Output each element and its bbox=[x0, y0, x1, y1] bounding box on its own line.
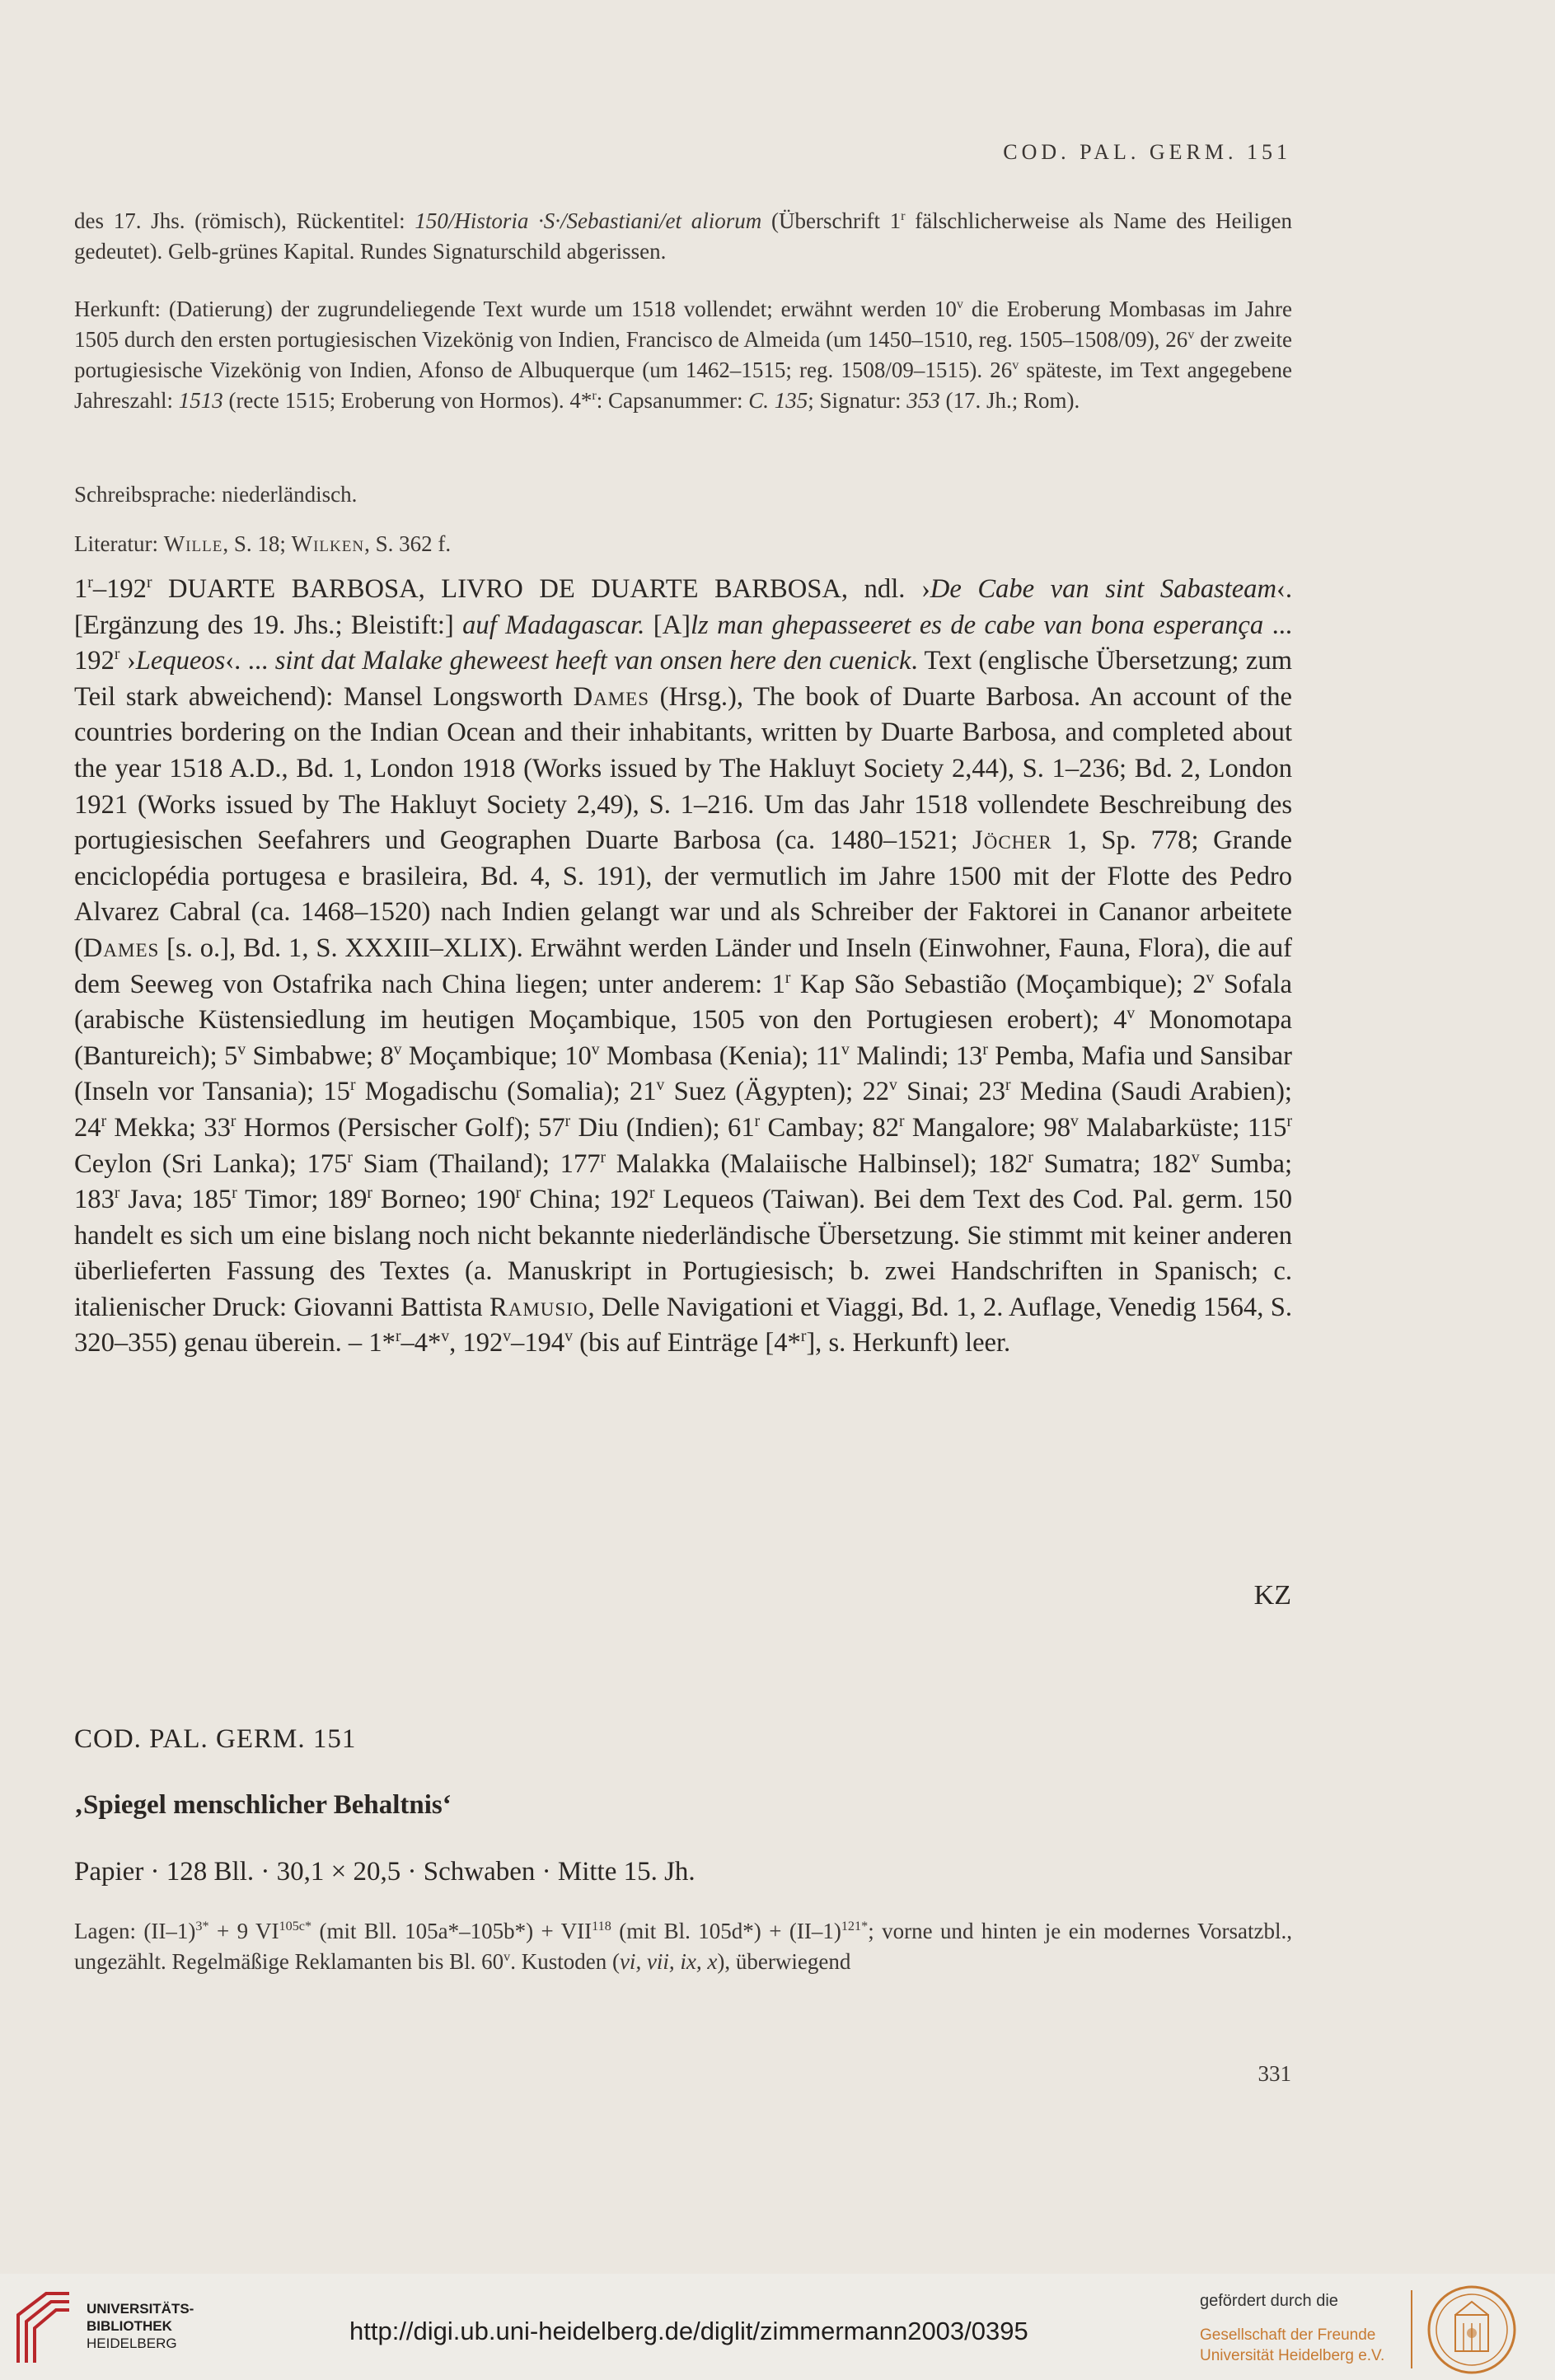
running-header: COD. PAL. GERM. 151 bbox=[1003, 140, 1291, 164]
footer-bar bbox=[0, 2274, 1555, 2380]
author-initials: KZ bbox=[1253, 1580, 1291, 1611]
section-heading: COD. PAL. GERM. 151 bbox=[74, 1724, 357, 1754]
funded-by-label: gefördert durch die bbox=[1200, 2292, 1338, 2310]
work-title: ‚Spiegel menschlicher Behaltnis‘ bbox=[74, 1790, 452, 1820]
footer-divider bbox=[1411, 2290, 1412, 2368]
university-library-logo-icon[interactable] bbox=[13, 2290, 74, 2364]
literature-line: Literatur: Wille, S. 18; Wilken, S. 362 f. bbox=[74, 531, 452, 556]
provenance-paragraph: Herkunft: (Datierung) der zugrundeliegende Text wurde um 1518 vollendet; erwähnt werden 10$^v$ die Eroberung Mombasas im Jahre 1505 durch den ersten portugiesischen Vizekönig von Indien, Francisco de Almeida (um 1450–1510, reg. 1505–1508/09), 26$^v$ der zweite portugiesische Vizekönig von Indien, Afonso de Albuquerque (um 1462–1515; reg. 1508/09–1515). 26$^v$ späteste, im Text angegebene Jahreszahl: 1513 (recte 1515; Eroberung von Hormos). 4*$^r$: Capsanummer: C. 135; Signatur: 353 (17. Jh.; Rom). bbox=[74, 297, 1292, 413]
writing-language-line: Schreibsprache: niederländisch. bbox=[74, 482, 358, 507]
library-name: UNIVERSITÄTS- BIBLIOTHEK HEIDELBERG bbox=[87, 2301, 194, 2351]
codex-meta-line: Papier · 128 Bll. · 30,1 × 20,5 · Schwaben · Mitte 15. Jh. bbox=[74, 1857, 696, 1887]
quire-description: Lagen: $(II-1)^{3*} + 9$ $VI^{105c*}$ (mit Bll. $105a*-105b*) + VII^{118}$ (mit Bl. $105d*) + (II-1)^{121*}$; vorne und hinten je ein modernes Vorsatzbl., ungezählt. Regelmäßige Reklamanten bis Bl. 60$^v$. Kustoden (vi, vii, ix, x), überwiegend bbox=[74, 1919, 1292, 1974]
main-text-paragraph: 1$^r$–192$^r$ DUARTE BARBOSA, LIVRO DE DUARTE BARBOSA, ndl. ›De Cabe van sint Sabasteam‹. [Ergänzung des 19. Jhs.; Bleistift:] auf Madagascar. [A]lz man ghepasseeret es de cabe van bona esperança ... 192$^r$ ›Lequeos‹. ... sint dat Malake gheweest heeft van onsen here den cuenick. Text (englische Übersetzung; zum Teil stark abweichend): Mansel Longsworth Dames (Hrsg.), The book of Duarte Barbosa. An account of the countries bordering on the Indian Ocean and their inhabitants, written by Duarte Barbosa, and completed about the year 1518 A.D., Bd. 1, London 1918 (Works issued by The Hakluyt Society 2,44), S. 1–236; Bd. 2, London 1921 (Works issued by The Hakluyt Society 2,49), S. 1–216. Um das Jahr 1518 vollendete Beschreibung des portugiesischen Seefahrers und Geographen Duarte Barbosa (ca. 1480–1521; Jöcher 1, Sp. 778; Grande enciclopédia portugesa e brasileira, Bd. 4, S. 191), der vermutlich im Jahre 1500 mit der Flotte des Pedro Alvarez Cabral (ca. 1468–1520) nach Indien gelangt war und als Schreiber der Faktorei in Cananor arbeitete (Dames [s. o.], Bd. 1, S. XXXIII–XLIX). Erwähnt werden Länder und Inseln (Einwohner, Fauna, Flora), die auf dem Seeweg von Ostafrika nach China liegen; unter anderem: 1$^r$ Kap São Sebastião (Moçambique); 2$^v$ Sofala (arabische Küstensiedlung im heutigen Moçambique, 1505 von den Portugiesen erobert); 4$^v$ Monomotapa (Bantureich); 5$^v$ Simbabwe; 8$^v$ Moçambique; 10$^v$ Mombasa (Kenia); 11$^v$ Malindi; 13$^r$ Pemba, Mafia und Sansibar (Inseln vor Tansania); 15$^r$ Mogadischu (Somalia); 21$^v$ Suez (Ägypten); 22$^v$ Sinai; 23$^r$ Medina (Saudi Arabien); 24$^r$ Mekka; 33$^r$ Hormos (Persischer Golf); 57$^r$ Diu (Indien); 61$^r$ Cambay; 82$^r$ Mangalore; 98$^v$ Malabarküste; 115$^r$ Ceylon (Sri Lanka); 175$^r$ Siam (Thailand); 177$^r$ Malakka (Malaiische Halbinsel); 182$^r$ Sumatra; 182$^v$ Sumba; 183$^r$ Java; 185$^r$ Timor; 189$^r$ Borneo; 190$^r$ China; 192$^r$ Lequeos (Taiwan). Bei dem Text des Cod. Pal. germ. 150 handelt es sich um eine bislang noch nicht bekannte niederländische Übersetzung. Sie stimmt mit keiner anderen überlieferten Fassung des Textes (a. Manuskript in Portugiesisch; b. zwei Handschriften in Spanisch; c. italienischer Druck: Giovanni Battista Ramusio, Delle Navigationi et Viaggi, Bd. 1, 2. Auflage, Venedig 1564, S. 320–355) genau überein. – 1*$^r$–4*$^v$, 192$^v$–194$^v$ (bis auf Einträge [4*$^r$], s. Herkunft) leer. bbox=[74, 574, 1293, 1358]
permalink-url[interactable]: http://digi.ub.uni-heidelberg.de/diglit/zimmermann2003/0395 bbox=[349, 2317, 1028, 2345]
page-number: 331 bbox=[1258, 2061, 1291, 2086]
prev-entry-binding-paragraph: des 17. Jhs. (römisch), Rückentitel: 150/Historia ·S·/Sebastiani/et aliorum (Überschrift 1$^r$ fälschlicherweise als Name des Heiligen gedeutet). Gelb-grünes Kapital. Rundes Signaturschild abgerissen. bbox=[74, 208, 1293, 264]
society-name[interactable]: Gesellschaft der Freunde Universität Heidelberg e.V. bbox=[1200, 2326, 1385, 2364]
university-seal-icon bbox=[1426, 2284, 1518, 2376]
